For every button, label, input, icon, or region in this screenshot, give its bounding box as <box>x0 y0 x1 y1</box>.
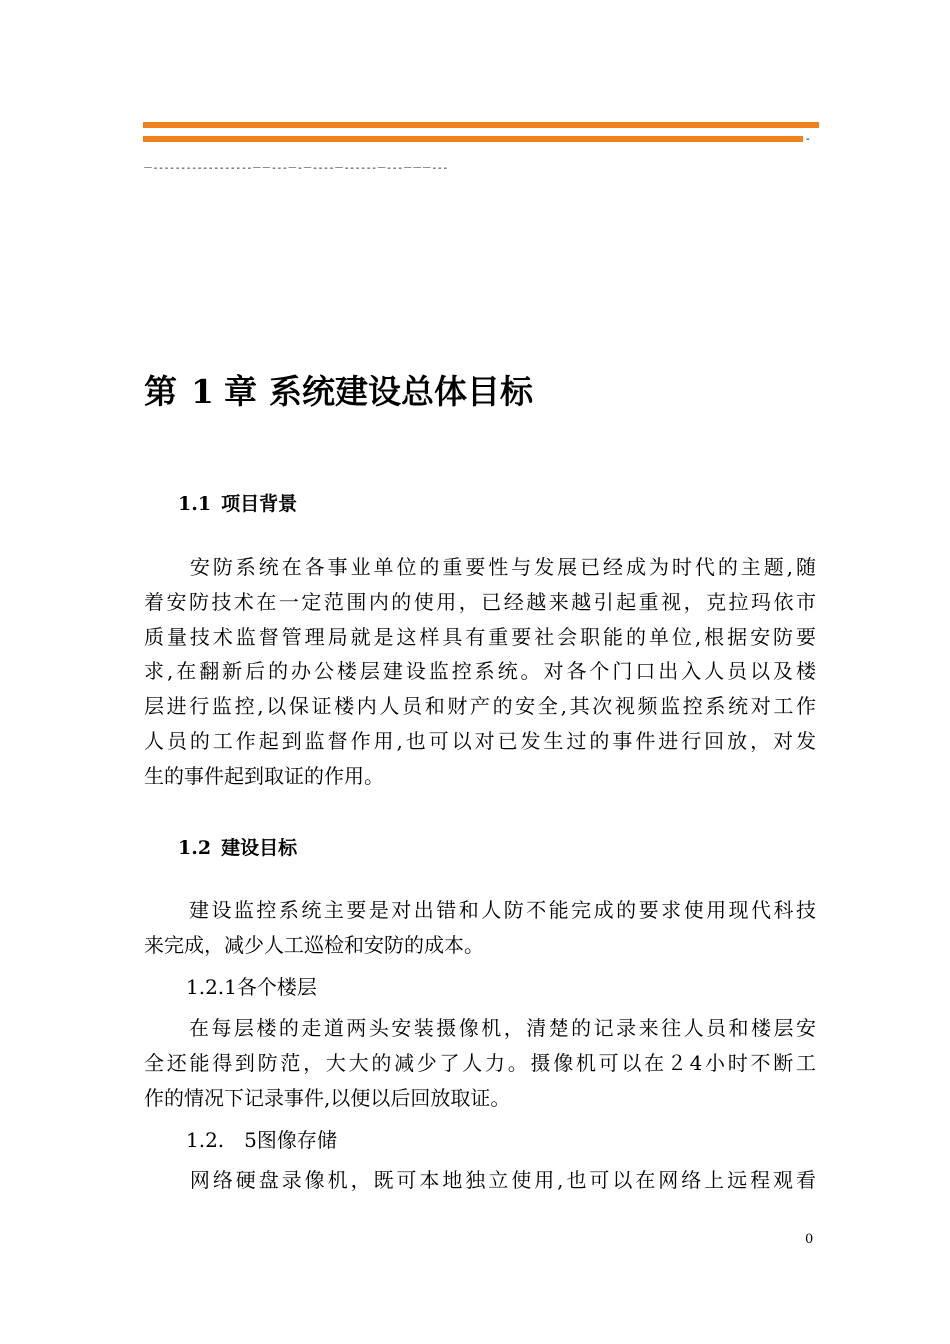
paragraph-line: 生的事件起到取证的作用。 <box>144 763 384 788</box>
paragraph-line: 来完成，减少人工巡检和安防的成本。 <box>144 932 484 957</box>
header-rule-thick <box>143 122 819 128</box>
section-1-2-paragraph <box>144 893 816 963</box>
paragraph-line: 在每层楼的走道两头安装摄像机，清楚的记录来往人员和楼层安 <box>144 1016 816 1040</box>
paragraph-line: 质量技术监督管理局就是这样具有重要社会职能的单位,根据安防要 <box>144 624 816 649</box>
paragraph-line: 求,在翻新后的办公楼层建设监控系统。对各个门口出入人员以及楼 <box>144 659 816 684</box>
section-title: 建设目标 <box>221 837 298 859</box>
section-number: 1.1 <box>178 493 212 515</box>
paragraph-line: 人员的工作起到监督作用,也可以对已发生过的事件进行回放，对发 <box>144 728 816 753</box>
paragraph-line: 建设监控系统主要是对出错和人防不能完成的要求使用现代科技 <box>144 898 816 922</box>
section-heading-1-1 <box>178 490 297 518</box>
section-title: 项目背景 <box>221 493 298 515</box>
paragraph-line: 作的情况下记录事件,以便以后回放取证。 <box>144 1085 511 1110</box>
subsection-1-2-1-paragraph <box>144 1011 816 1115</box>
section-1-1-paragraph <box>144 550 816 794</box>
header-rule-thin <box>143 136 803 142</box>
chapter-title: 系统建设总体目标 <box>268 372 533 411</box>
page-number: 0 <box>805 1232 814 1247</box>
paragraph-line: 全还能得到防范，大大的减少了人力。摄像机可以在２4小时不断工 <box>144 1050 816 1075</box>
paragraph-line: 层进行监控,以保证楼内人员和财产的安全,其次视频监控系统对工作 <box>144 694 816 719</box>
paragraph-line: 着安防技术在一定范围内的使用，已经越来越引起重视，克拉玛依市 <box>144 589 816 614</box>
chapter-prefix: 第 <box>144 372 177 411</box>
paragraph-line: 安防系统在各事业单位的重要性与发展已经成为时代的主题,随 <box>144 555 816 579</box>
paragraph-line: 网络硬盘录像机，既可本地独立使用,也可以在网络上远程观看 <box>144 1168 816 1192</box>
subsection-1-2-5-paragraph <box>144 1163 816 1198</box>
chapter-number: 1 <box>191 372 214 411</box>
section-number: 1.2 <box>178 837 212 859</box>
chapter-heading <box>144 370 533 414</box>
section-heading-1-2 <box>178 834 297 862</box>
subsection-heading-1-2-1: 1.2.1各个楼层 <box>186 975 317 999</box>
header-dash-line: －------------------－－---－-－----－------－---－－－--- <box>143 163 448 174</box>
subsection-heading-1-2-5: 1.2. 5图像存储 <box>186 1128 337 1152</box>
chapter-suffix: 章 <box>223 372 257 411</box>
header-rule-tick: - <box>806 132 810 145</box>
